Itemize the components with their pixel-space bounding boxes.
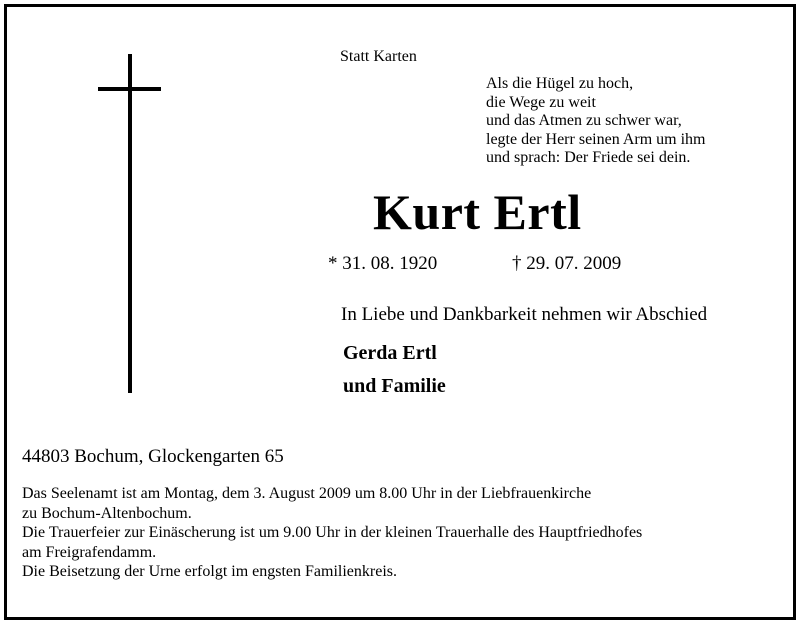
birth-date: * 31. 08. 1920	[328, 253, 438, 274]
poem-line: und sprach: Der Friede sei dein.	[486, 149, 691, 166]
address: 44803 Bochum, Glockengarten 65	[22, 446, 284, 467]
details-line: zu Bochum-Altenbochum.	[22, 504, 192, 522]
notice-header: Statt Karten	[340, 48, 417, 65]
poem	[486, 75, 706, 168]
details-line: Die Beisetzung der Urne erfolgt im engsten Familienkreis.	[22, 563, 398, 580]
poem-line: legte der Herr seinen Arm um ihm	[486, 130, 706, 148]
details-line: Die Trauerfeier zur Einäscherung ist um 9.00 Uhr in der kleinen Trauerhalle des Hauptfriedhofes	[22, 524, 643, 541]
poem-line: die Wege zu weit	[486, 93, 596, 111]
death-date: † 29. 07. 2009	[512, 253, 622, 274]
cross-horizontal-bar	[98, 87, 161, 91]
cross-vertical-bar	[128, 54, 132, 393]
details-line: am Freigrafendamm.	[22, 543, 157, 561]
farewell-text: In Liebe und Dankbarkeit nehmen wir Abschied	[341, 304, 708, 325]
service-details	[22, 484, 642, 582]
poem-line: und das Atmen zu schwer war,	[486, 112, 682, 129]
signatory-name: Gerda Ertl	[343, 342, 437, 364]
deceased-name: Kurt Ertl	[373, 184, 582, 240]
poem-line: Als die Hügel zu hoch,	[486, 75, 634, 92]
signatory-family: und Familie	[343, 375, 446, 397]
details-line: Das Seelenamt ist am Montag, dem 3. August 2009 um 8.00 Uhr in der Liebfrauenkirche	[22, 485, 592, 502]
